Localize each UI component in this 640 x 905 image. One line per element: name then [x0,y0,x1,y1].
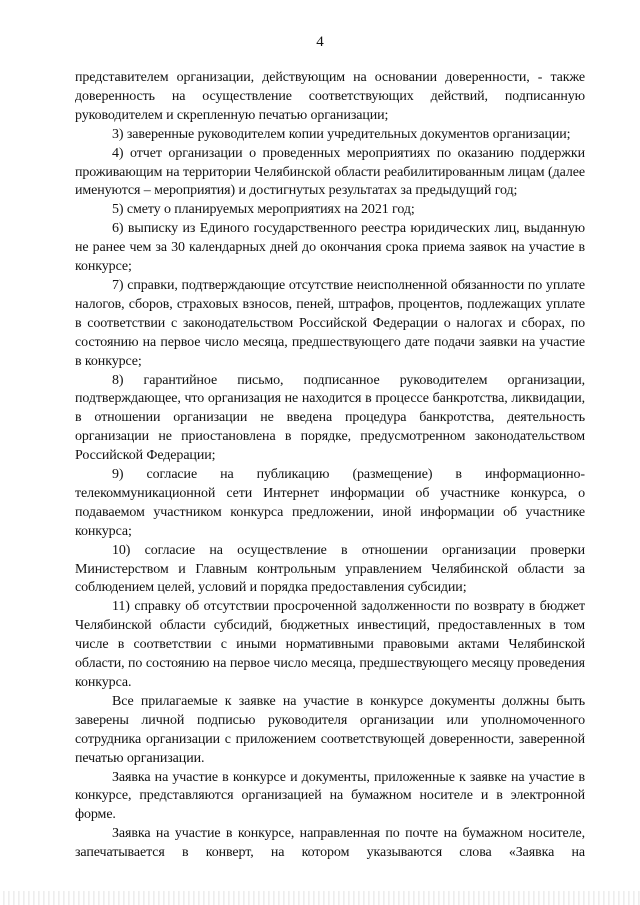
paragraph-item-11: 11) справку об отсутствии просроченной задолженности по возврату в бюджет Челябинской области субсидий, бюджетных инвестиций, предоставленных в том числе в соответствии с иными нормативными правовыми актами Челябинской области, по состоянию на первое число месяца, предшествующего месяцу проведения конкурса. [75,599,585,690]
document-body [75,69,585,863]
paragraph-item-6: 6) выписку из Единого государственного реестра юридических лиц, выданную не ранее чем за 30 календарных дней до окончания срока приема заявок на участие в конкурсе; [75,221,585,275]
paragraph-item-4: 4) отчет организации о проведенных мероприятиях по оказанию поддержки проживающим на территории Челябинской области реабилитированным лицам (далее именуются – мероприятия) и достигнутых результатах за предыдущий год; [75,145,585,199]
paragraph-documents-certification: Все прилагаемые к заявке на участие в конкурсе документы должны быть заверены личной подписью руководителя организации или уполномоченного сотрудника организации с приложением соответствующей доверенности, заверенной печатью организации. [75,693,585,766]
paragraph-item-7: 7) справки, подтверждающие отсутствие неисполненной обязанности по уплате налогов, сборов, страховых взносов, пеней, штрафов, процентов, подлежащих уплате в соответствии с законодательством Российской Федерации о налогах и сборах, по состоянию на первое число месяца, предшествующего дате подачи заявки на участие в конкурсе; [75,277,585,369]
paragraph-continuation: представителем организации, действующим на основании доверенности, - также доверенность на осуществление соответствующих действий, подписанную руководителем и скрепленную печатью организации; [75,70,585,123]
paragraph-application-format: Заявка на участие в конкурсе и документы, приложенные к заявке на участие в конкурсе, представляются организацией на бумажном носителе и в электронной форме. [75,769,585,823]
paragraph-mail-envelope: Заявка на участие в конкурсе, направленная по почте на бумажном носителе, запечатывается в конверт, на котором указываются слова «Заявка на [75,826,585,861]
paragraph-item-3: 3) заверенные руководителем копии учредительных документов организации; [112,126,571,142]
paragraph-item-5: 5) смету о планируемых мероприятиях на 2021 год; [112,202,415,218]
scan-bottom-edge [0,891,640,905]
paragraph-item-8: 8) гарантийное письмо, подписанное руководителем организации, подтверждающее, что организация не находится в процессе банкротства, ликвидации, в отношении организации не введена процедура банкротства, деятельность организации не приостановлена в порядке, предусмотренном законодательством Российской Федерации; [75,372,585,464]
paragraph-item-9: 9) согласие на публикацию (размещение) в информационно-телекоммуникационной сети Интернет информации об участнике конкурса, о подаваемом участником конкурса предложении, иной информации об участнике конкурса; [75,467,585,539]
page-number: 4 [316,34,324,50]
paragraph-item-10: 10) согласие на осуществление в отношении организации проверки Министерством и Главным контрольным управлением Челябинской области за соблюдением целей, условий и порядка предоставления субсидии; [75,542,585,596]
